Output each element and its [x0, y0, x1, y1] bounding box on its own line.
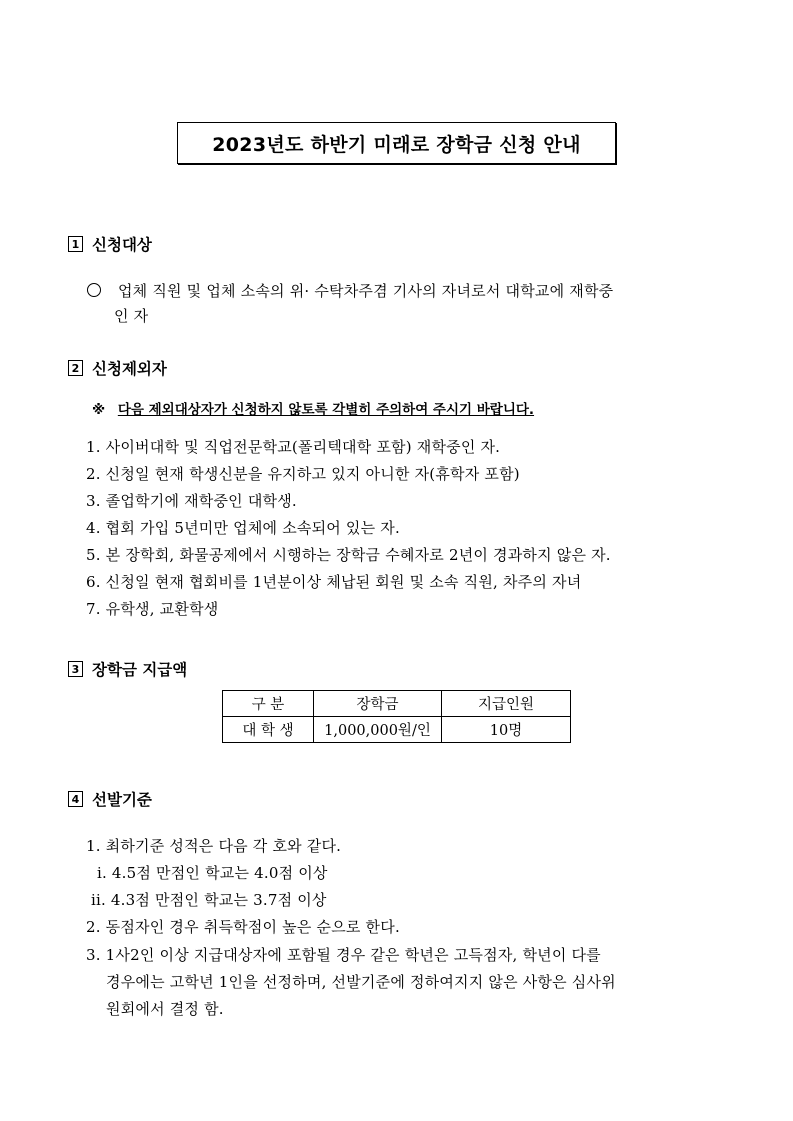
section-title: 장학금 지급액 — [92, 661, 188, 679]
table-header-cell: 장학금 — [314, 691, 442, 717]
exclusion-item: 1. 사이버대학 및 직업전문학교(폴리텍대학 포함) 재학중인 자. — [86, 438, 501, 456]
table-cell: 1,000,000원/인 — [314, 717, 442, 743]
section-title: 신청대상 — [92, 236, 152, 254]
table-header-cell: 지급인원 — [442, 691, 571, 717]
criteria-item-continuation: 경우에는 고학년 1인을 선정하며, 선발기준에 정하여지지 않은 사항은 심사위 — [106, 973, 616, 991]
section-title: 신청제외자 — [92, 360, 167, 378]
table-header-cell: 구 분 — [223, 691, 314, 717]
exclusion-notice-text: 다음 제외대상자가 신청하지 않토록 각별히 주의하여 주시기 바랍니다. — [117, 402, 535, 418]
eligibility-text-line-1: 업체 직원 및 업체 소속의 위· 수탁차주겸 기사의 자녀로서 대학교에 재학중 — [117, 282, 614, 300]
section-4-heading — [68, 788, 152, 810]
criteria-subitem: ii. 4.3점 만점인 학교는 3.7점 이상 — [91, 891, 327, 909]
reference-mark-icon: ※ — [92, 402, 106, 418]
exclusion-notice — [92, 398, 534, 418]
exclusion-item: 6. 신청일 현재 협회비를 1년분이상 체납된 회원 및 소속 직원, 차주의 자녀 — [86, 573, 582, 591]
exclusion-item: 2. 신청일 현재 학생신분을 유지하고 있지 아니한 자(휴학자 포함) — [86, 465, 520, 483]
scholarship-amount-table — [222, 690, 571, 743]
exclusion-item: 7. 유학생, 교환학생 — [86, 600, 219, 618]
table-cell: 10명 — [442, 717, 571, 743]
exclusion-item: 3. 졸업학기에 재학중인 대학생. — [86, 492, 297, 510]
title-box — [177, 122, 616, 164]
criteria-item-continuation: 원회에서 결정 함. — [106, 1000, 224, 1018]
circle-bullet-icon — [87, 283, 101, 297]
section-2-heading — [68, 357, 167, 379]
exclusion-item: 5. 본 장학회, 화물공제에서 시행하는 장학금 수혜자로 2년이 경과하지 않은 자. — [86, 546, 611, 564]
section-1-heading — [68, 233, 152, 255]
section-number-box: 2 — [68, 360, 83, 376]
exclusion-item: 4. 협회 가입 5년미만 업체에 소속되어 있는 자. — [86, 519, 400, 537]
section-number-box: 1 — [68, 236, 83, 252]
table-header-row — [223, 691, 571, 717]
criteria-item: 1. 최하기준 성적은 다음 각 호와 같다. — [86, 837, 342, 855]
criteria-item: 2. 동점자인 경우 취득학점이 높은 순으로 한다. — [86, 918, 400, 936]
table-cell: 대 학 생 — [223, 717, 314, 743]
criteria-subitem: i. 4.5점 만점인 학교는 4.0점 이상 — [97, 864, 328, 882]
criteria-item: 3. 1사2인 이상 지급대상자에 포함될 경우 같은 학년은 고득점자, 학년이 다를 — [86, 946, 601, 964]
section-number-box: 3 — [68, 661, 83, 677]
table-row — [223, 717, 571, 743]
document-title: 2023년도 하반기 미래로 장학금 신청 안내 — [212, 133, 581, 156]
eligibility-text-line-2: 인 자 — [114, 307, 149, 325]
eligibility-item — [87, 280, 613, 301]
section-number-box: 4 — [68, 791, 83, 807]
section-title: 선발기준 — [92, 791, 152, 809]
section-3-heading — [68, 658, 187, 680]
